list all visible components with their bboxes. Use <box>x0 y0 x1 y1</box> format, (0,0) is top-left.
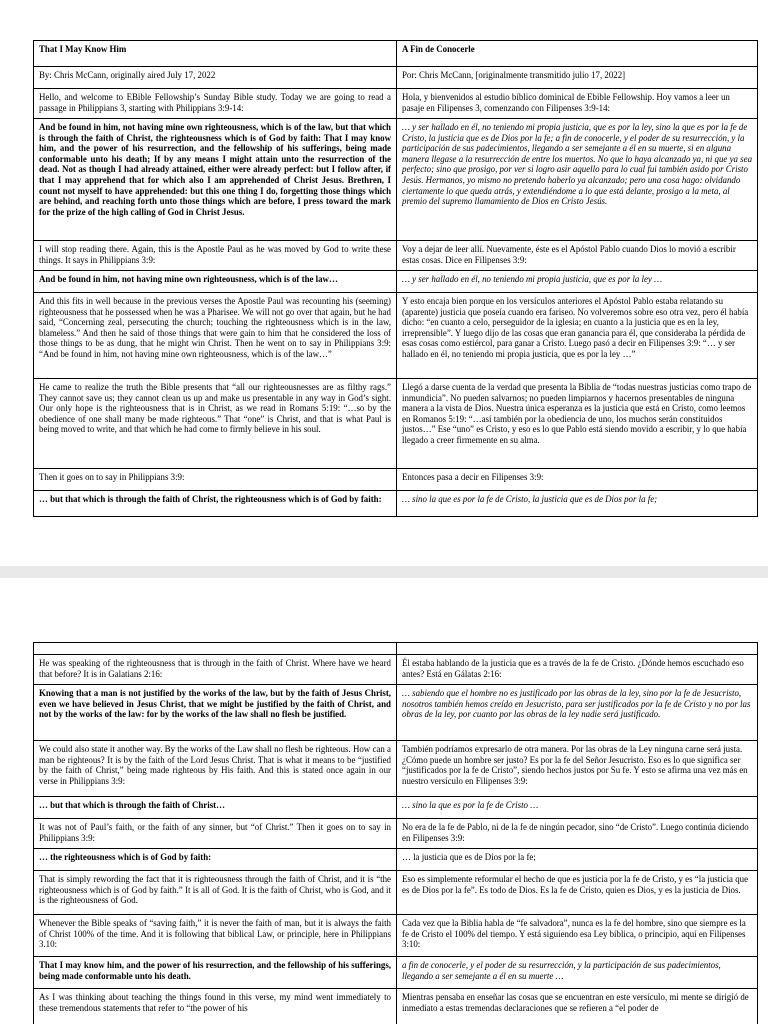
spanish-cell: Cada vez que la Biblia habla de “fe salvadora”, nunca es la fe del hombre, sino que siempre es la fe de Cristo el 100% del tiempo. Y está siguiendo esa Ley bíblica, o principio, aquí en Filipenses 3:10: <box>397 915 758 957</box>
spanish-cell: … y ser hallado en él, no teniendo mi propia justicia, que es por la ley, sino la que es por la fe de Cristo, la justicia que es de Dios por la fe; a fin de conocerle, y el poder de su resurrección, y la participación de sus padecimientos, llegando a ser semejante a él en su muerte, si en alguna manera llegase a la resurrección de entre los muertos. No que lo haya alcanzado ya, ni que ya sea perfecto; sino que prosigo, por ver si logro asir aquello para lo cual fui también asido por Cristo Jesús. Hermanos, yo mismo no pretendo haberlo ya alcanzado; pero una cosa hago: olvidando ciertamente lo que queda atrás, y extendiéndome a lo que está delante, prosigo a la meta, al premio del supremo llamamiento de Dios en Cristo Jesús. <box>397 119 758 241</box>
table-row <box>34 271 758 293</box>
spanish-cell: No era de la fe de Pablo, ni de la fe de ningún pecador, sino “de Cristo”. Luego continúa diciendo en Filipenses 3:9: <box>397 819 758 849</box>
spanish-cell: Llegó a darse cuenta de la verdad que presenta la Biblia de “todas nuestras justicias como trapo de inmundicia”. No pueden salvarnos; no pueden limpiarnos y hacernos presentables de ninguna manera a la vista de Dios. Nuestra única esperanza es la justicia que está en Cristo, como leemos en Romanos 5:19: “…así también por la obediencia de uno, los muchos serán constituidos justos…” Ese “uno” es Cristo, y eso es lo que Pablo está siendo movido a escribir, y lo que había llegado a creer firmemente en su alma. <box>397 379 758 469</box>
english-cell: I will stop reading there. Again, this is the Apostle Paul as he was moved by God to write these things. It says in Philippians 3:9: <box>34 241 397 271</box>
spanish-cell: Mientras pensaba en enseñar las cosas que se encuentran en este versículo, mi mente se dirigió de inmediato a estas tremendas declaraciones que se refieren a “el poder de <box>397 989 758 1024</box>
table-row <box>34 119 758 241</box>
spanish-cell: … y ser hallado en él, no teniendo mi propia justicia, que es por la ley … <box>397 271 758 293</box>
table-row <box>34 379 758 469</box>
english-cell: That is simply rewording the fact that it is righteousness through the faith of Christ, and it is “the righteousness which is of God by faith.” It is all of God. It is the faith of Christ, who is God, and it is the righteousness of God. <box>34 871 397 915</box>
english-cell: Knowing that a man is not justified by the works of the law, but by the faith of Jesus Christ, even we have believed in Jesus Christ, that we might be justified by the faith of Christ, and not by the works of the law: for by the works of the law shall no flesh be justified. <box>34 685 397 741</box>
english-cell: Then it goes on to say in Philippians 3:9: <box>34 469 397 491</box>
spanish-cell: Él estaba hablando de la justicia que es a través de la fe de Cristo. ¿Dónde hemos escuchado eso antes? Está en Gálatas 2:16: <box>397 655 758 685</box>
table-row <box>34 797 758 819</box>
english-cell <box>34 643 397 655</box>
table-row <box>34 491 758 517</box>
table-row <box>34 41 758 67</box>
spanish-cell: A Fin de Conocerle <box>397 41 758 67</box>
english-cell: And be found in him, not having mine own righteousness, which is of the law… <box>34 271 397 293</box>
english-cell: And be found in him, not having mine own righteousness, which is of the law, but that which is through the faith of Christ, the righteousness which is of God by faith: That I may know him, and the power of his resurrection, and the fellowship of his sufferings, being made conformable unto his death; If by any means I might attain unto the resurrection of the dead. Not as though I had already attained, either were already perfect: but I follow after, if that I may apprehend that for which also I am apprehended of Christ Jesus. Brethren, I count not myself to have apprehended: but this one thing I do, forgetting those things which are behind, and reaching forth unto those things which are before, I press toward the mark for the prize of the high calling of God in Christ Jesus. <box>34 119 397 241</box>
english-cell: … but that which is through the faith of Christ… <box>34 797 397 819</box>
table-row <box>34 819 758 849</box>
english-cell: He came to realize the truth the Bible presents that “all our righteousnesses are as filthy rags.” They cannot save us; they cannot clean us up and make us presentable in any way in God’s sight. Our only hope is the righteousness that is in Christ, as we read in Romans 5:19: “…so by the obedience of one shall many be made righteous.” That “one” is Christ, and that is what Paul is being moved to write, and that which he had come to firmly believe in his soul. <box>34 379 397 469</box>
english-cell: Whenever the Bible speaks of “saving faith,” it is never the faith of man, but it is always the faith of Christ 100% of the time. And it is following that biblical Law, or principle, here in Philippians 3.10: <box>34 915 397 957</box>
table-row <box>34 89 758 119</box>
spanish-cell: … la justicia que es de Dios por la fe; <box>397 849 758 871</box>
spanish-cell: También podríamos expresarlo de otra manera. Por las obras de la Ley ninguna carne será justa. ¿Cómo puede un hombre ser justo? Es por la fe del Señor Jesucristo. Eso es lo que significa ser “justificados por la fe de Cristo”, siendo hechos justos por Su fe. Y esto se afirma una vez más en nuestro versículo en Filipenses 3:9: <box>397 741 758 797</box>
spanish-cell: Entonces pasa a decir en Filipenses 3:9: <box>397 469 758 491</box>
spanish-cell: Hola, y bienvenidos al estudio bíblico dominical de Ebible Fellowship. Hoy vamos a leer un pasaje en Filipenses 3, comenzando con Filipenses 3:9-14: <box>397 89 758 119</box>
table-row <box>34 957 758 989</box>
spanish-cell <box>397 643 758 655</box>
english-cell: As I was thinking about teaching the things found in this verse, my mind went immediately to these tremendous statements that refer to “the power of his <box>34 989 397 1024</box>
table-row <box>34 849 758 871</box>
table-row <box>34 989 758 1024</box>
table-row <box>34 685 758 741</box>
table-row <box>34 469 758 491</box>
bilingual-table-page-1 <box>33 40 758 517</box>
table-row <box>34 655 758 685</box>
english-cell: That I May Know Him <box>34 41 397 67</box>
english-cell: We could also state it another way. By the works of the Law shall no flesh be righteous. How can a man be righteous? It is by the faith of the Lord Jesus Christ. That is what it means to be “justified by the faith of Christ,” being made righteous by His faith. And this is stated once again in our verse in Philippians 3:9: <box>34 741 397 797</box>
spanish-cell: Por: Chris McCann, [originalmente transmitido julio 17, 2022] <box>397 67 758 89</box>
table-row <box>34 293 758 379</box>
spanish-cell: … sino la que es por la fe de Cristo … <box>397 797 758 819</box>
english-cell: And this fits in well because in the previous verses the Apostle Paul was recounting his (seeming) righteousness that he possessed when he was a Pharisee. We will not go over that again, but he had said, “Concerning zeal, persecuting the church; touching the righteousness which is in the law, blameless.” And then he said of those things that were gain to him that he considered the loss of those things to be as dung, that he might win Christ. Then he went on to say in Philippians 3:9: “And be found in him, not having mine own righteousness, which is of the law…” <box>34 293 397 379</box>
table-row <box>34 643 758 655</box>
spanish-cell: Eso es simplemente reformular el hecho de que es justicia por la fe de Cristo, y es “la justicia que es de Dios por la fe”. Es todo de Dios. Es la fe de Cristo, quien es Dios, y es la justicia de Dios. <box>397 871 758 915</box>
english-cell: … but that which is through the faith of Christ, the righteousness which is of God by faith: <box>34 491 397 517</box>
table-row <box>34 67 758 89</box>
english-cell: By: Chris McCann, originally aired July 17, 2022 <box>34 67 397 89</box>
table-row <box>34 741 758 797</box>
english-cell: Hello, and welcome to EBible Fellowship’s Sunday Bible study. Today we are going to read a passage in Philippians 3, starting with Philippians 3:9-14: <box>34 89 397 119</box>
spanish-cell: a fin de conocerle, y el poder de su resurrección, y la participación de sus padecimientos, llegando a ser semejante a él en su muerte … <box>397 957 758 989</box>
english-cell: That I may know him, and the power of his resurrection, and the fellowship of his sufferings, being made conformable unto his death. <box>34 957 397 989</box>
spanish-cell: … sabiendo que el hombre no es justificado por las obras de la ley, sino por la fe de Jesucristo, nosotros también hemos creído en Jesucristo, para ser justificados por la fe de Cristo y no por las obras de la ley, por cuanto por las obras de la ley nadie será justificado. <box>397 685 758 741</box>
spanish-cell: Voy a dejar de leer allí. Nuevamente, éste es el Apóstol Pablo cuando Dios lo movió a escribir estas cosas. Dice en Filipenses 3:9: <box>397 241 758 271</box>
table-row <box>34 915 758 957</box>
table-row <box>34 871 758 915</box>
english-cell: He was speaking of the righteousness that is through in the faith of Christ. Where have we heard that before? It is in Galatians 2:16: <box>34 655 397 685</box>
english-cell: … the righteousness which is of God by faith: <box>34 849 397 871</box>
spanish-cell: Y esto encaja bien porque en los versículos anteriores el Apóstol Pablo estaba relatando su (aparente) justicia que poseía cuando era fariseo. No volveremos sobre eso otra vez, pero él había dicho: “en cuanto a celo, perseguidor de la iglesia; en cuanto a la justicia que es en la ley, irreprensible”. Y luego dijo de las cosas que eran ganancia para él, que consideraba la pérdida de esas cosas como estiércol, para ganar a Cristo. Luego pasó a decir en Filipenses 3:9: “… y ser hallado en él, no teniendo mi propia justicia, que es por la ley …” <box>397 293 758 379</box>
table-row <box>34 241 758 271</box>
document-page-2 <box>0 578 768 1024</box>
spanish-cell: … sino la que es por la fe de Cristo, la justicia que es de Dios por la fe; <box>397 491 758 517</box>
bilingual-table-page-2 <box>33 642 758 1024</box>
english-cell: It was not of Paul’s faith, or the faith of any sinner, but “of Christ.” Then it goes on to say in Philippians 3:9: <box>34 819 397 849</box>
